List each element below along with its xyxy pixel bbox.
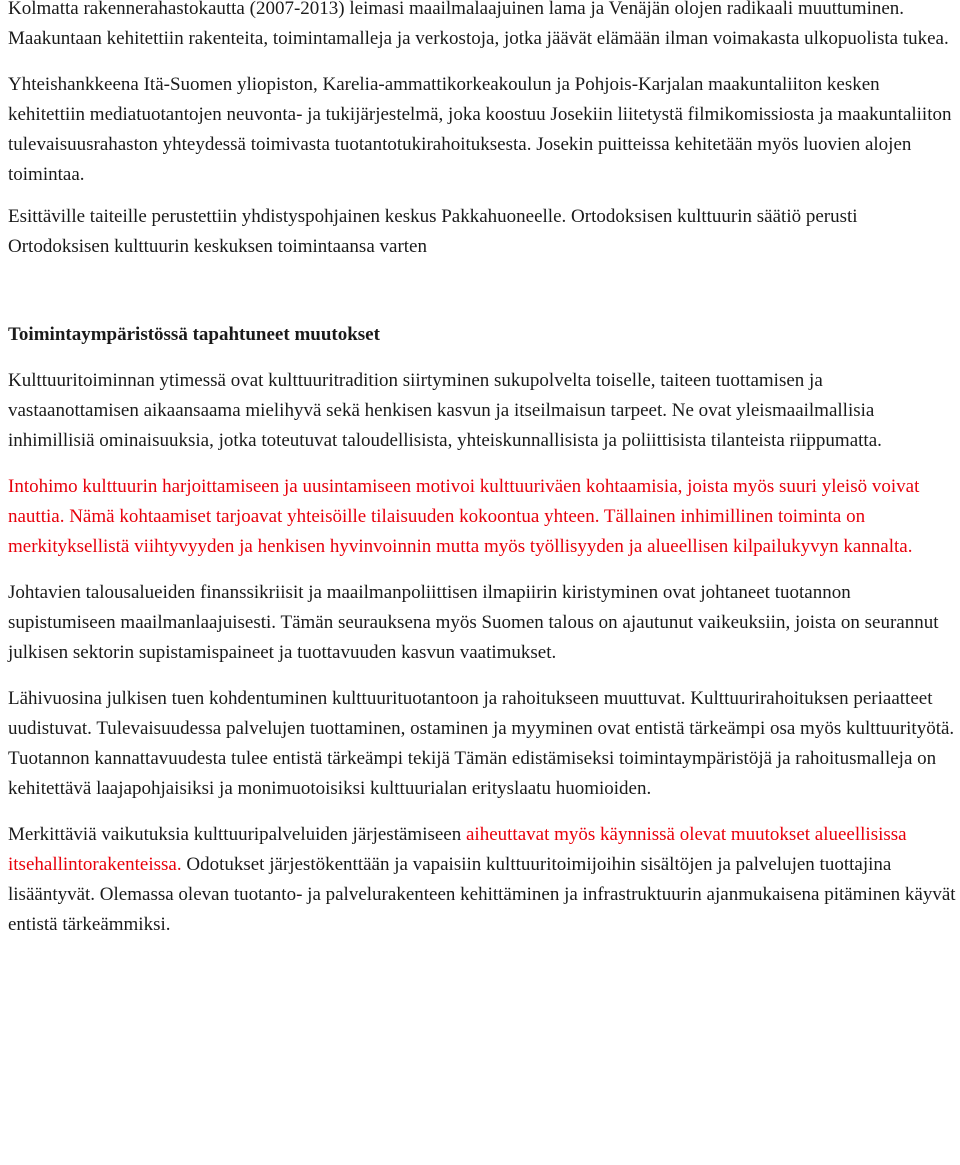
paragraph-esittavat-taiteet: Esittäville taiteille perustettiin yhdistyspohjainen keskus Pakkahuoneelle. Ortodoksisen kulttuurin säätiö perusti Ortodoksisen kulttuurin keskuksen toimintaansa varten bbox=[8, 206, 858, 257]
paragraph-itsehallinto-part3: Odotukset järjestökenttään ja vapaisiin kulttuuritoimijoihin sisältöjen ja palvelujen tuottajina lisääntyvät. Olemassa olevan tuotanto- ja palvelurakenteen kehittäminen ja infrastruktuurin ajanmukaisena pitäminen käyvät entistä tärkeämmiksi. bbox=[8, 854, 956, 935]
paragraph-itsehallintorakenteet bbox=[8, 820, 956, 940]
paragraph-julkinen-tuki: Lähivuosina julkisen tuen kohdentuminen kulttuurituotantoon ja rahoitukseen muuttuvat. Kulttuurirahoituksen periaatteet uudistuvat. Tulevaisuudessa palvelujen tuottaminen, ostaminen ja myyminen ovat entistä tärkeämpi osa myös kulttuurityötä. Tuotannon kannattavuudesta tulee entistä tärkeämpi tekijä Tämän edistämiseksi toimintaympäristöjä ja rahoitusmalleja on kehitettävä laajapohjaisiksi ja monimuotoisiksi kulttuurialan erityslaatu huomioiden. bbox=[8, 688, 955, 799]
paragraph-itsehallinto-highlighted: aiheuttavat myös käynnissä olevat muutokset alueellisissa itsehallintorakenteissa. bbox=[8, 824, 907, 875]
paragraph-yhteishanke: Yhteishankkeena Itä-Suomen yliopiston, Karelia-ammattikorkeakoulun ja Pohjois-Karjalan maakuntaliiton kesken kehitettiin mediatuotantojen neuvonta- ja tukijärjestelmä, joka koostuu Josekiin liitetystä filmikomissiosta ja maakuntaliiton tulevaisuusrahaston yhteydessä toimivasta tuotantotukirahoituksesta. Josekin puitteissa kehitetään myös luovien alojen toimintaa. bbox=[8, 74, 952, 185]
paragraph-rakennerahastokausi: Kolmatta rakennerahastokautta (2007-2013) leimasi maailmalaajuinen lama ja Venäjän olojen radikaali muuttuminen. Maakuntaan kehitettiin rakenteita, toimintamalleja ja verkostoja, jotka jäävät elämään ilman voimakasta ulkopuolista tukea. bbox=[8, 0, 949, 49]
paragraph-itsehallinto-part1: Merkittäviä vaikutuksia kulttuuripalveluiden järjestämiseen bbox=[8, 824, 466, 845]
paragraph-intohimo-highlighted: Intohimo kulttuurin harjoittamiseen ja uusintamiseen motivoi kulttuuriväen kohtaamisia, joista myös suuri yleisö voivat nauttia. Nämä kohtaamiset tarjoavat yhteisöille tilaisuuden kokoontua yhteen. Tällainen inhimillinen toiminta on merkityksellistä viihtyvyyden ja henkisen hyvinvoinnin mutta myös työllisyyden ja alueellisen kilpailukyvyn kannalta. bbox=[8, 476, 920, 557]
paragraph-kulttuuritoiminta: Kulttuuritoiminnan ytimessä ovat kulttuuritradition siirtyminen sukupolvelta toiselle, taiteen tuottamisen ja vastaanottamisen aikaansaama mielihyvä sekä henkisen kasvun ja itseilmaisun tarpeet. Ne ovat yleismaailmallisia inhimillisiä ominaisuuksia, jotka toteutuvat taloudellisista, yhteiskunnallisista ja poliittisista tilanteista riippumatta. bbox=[8, 370, 882, 451]
section-heading: Toimintaympäristössä tapahtuneet muutokset bbox=[8, 324, 380, 345]
section-heading-wrap bbox=[8, 320, 956, 350]
paragraph-finanssikriisit: Johtavien talousalueiden finanssikriisit ja maailmanpoliittisen ilmapiirin kiristyminen ovat johtaneet tuotannon supistumiseen maailmanlaajuisesti. Tämän seurauksena myös Suomen talous on ajautunut vaikeuksiin, joista on seurannut julkisen sektorin supistamispaineet ja tuottavuuden kasvun vaatimukset. bbox=[8, 582, 939, 663]
